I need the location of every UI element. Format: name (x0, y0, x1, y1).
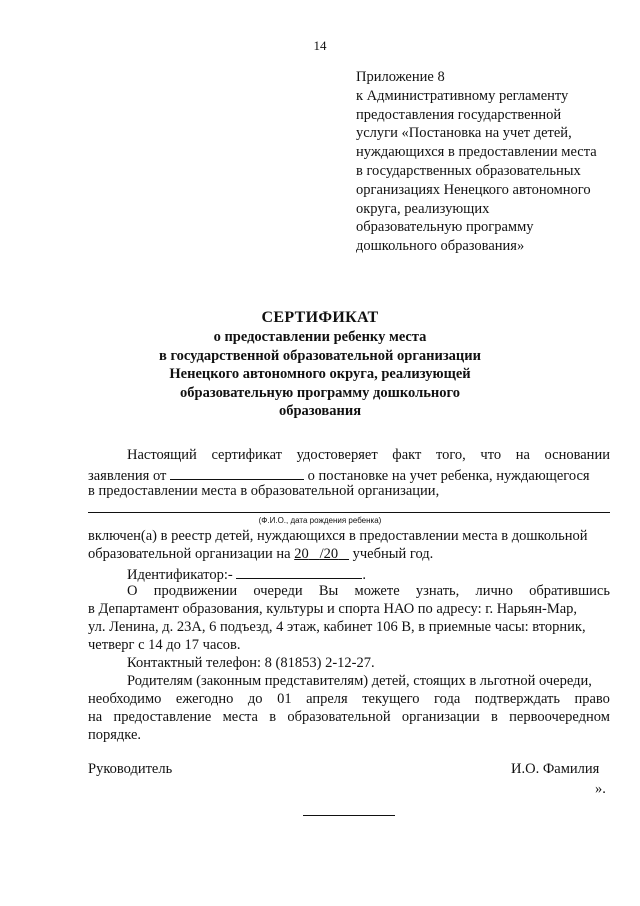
title-subline: образовательную программу дошкольного (180, 384, 460, 401)
word: текущего (362, 691, 420, 707)
identifier-line (127, 564, 366, 584)
word: очереди (253, 583, 303, 599)
word: на (88, 709, 103, 725)
appendix-line: в государственных образовательных (356, 162, 581, 179)
paragraph-1-line-1 (127, 447, 610, 464)
paragraph-4-line-2 (88, 691, 610, 708)
identifier-blank[interactable] (236, 564, 362, 579)
child-name-blank-line[interactable] (88, 512, 610, 513)
title-subline: о предоставлении ребенку места (213, 329, 427, 345)
paragraph-1-line-3: в предоставлении места в образовательной организации, (88, 483, 440, 499)
word: подтверждать (474, 691, 560, 707)
word: места (222, 709, 258, 725)
year-from (294, 546, 319, 562)
paragraph-3-line-2: в Департамент образования, культуры и спорта НАО по адресу: г. Нарьян-Мар, (88, 601, 578, 617)
word: факт (392, 447, 422, 463)
paragraph-2-line-2 (88, 546, 433, 563)
appendix-line: Приложение 8 (356, 69, 445, 85)
title-subline: образования (278, 403, 362, 420)
page-number: 14 (313, 38, 327, 53)
fio-caption: (Ф.И.О., дата рождения ребенка) (258, 516, 382, 525)
word: в (491, 709, 498, 725)
word: удостоверяет (296, 447, 378, 463)
appendix-line: округа, реализующих (356, 200, 490, 217)
paragraph-3-line-1 (127, 583, 610, 600)
paragraph-4-line-1: Родителям (законным представителям) детей, стоящих в льготной очереди, (127, 673, 592, 689)
word: можете (354, 583, 400, 599)
appendix-line: образовательную программу (356, 219, 534, 236)
title-subline: Ненецкого автономного округа, реализующей (169, 366, 471, 383)
signature-name: И.О. Фамилия (511, 761, 600, 777)
word: право (574, 691, 610, 707)
certificate-title (0, 308, 640, 421)
word: образовательной (287, 709, 391, 725)
word: основании (544, 447, 610, 463)
word: года (434, 691, 461, 707)
year-to-value: /20 (319, 546, 339, 562)
word: на (515, 447, 530, 463)
appendix-line: предоставления государственной (356, 106, 562, 123)
text: о постановке на учет ребенка, нуждающегося (307, 468, 590, 484)
word: что (480, 447, 502, 463)
text: заявления от (88, 468, 167, 484)
contact-phone: Контактный телефон: 8 (81853) 2-12-27. (127, 655, 375, 671)
appendix-line: нуждающихся в предоставлении места (356, 144, 597, 161)
appendix-line: услуги «Постановка на учет детей, (356, 125, 572, 142)
word: того, (435, 447, 466, 463)
year-from-value: 20 (294, 546, 309, 562)
title-subline: в государственной образовательной организации (158, 347, 482, 364)
word: О (127, 583, 138, 599)
paragraph-3-line-3: ул. Ленина, д. 23А, 6 подъезд, 4 этаж, кабинет 106 В, в приемные часы: вторник, (88, 619, 586, 635)
paragraph-3-line-4: четверг с 14 до 17 часов. (88, 637, 241, 653)
word: в (269, 709, 277, 725)
appendix-line: к Административному регламенту (356, 87, 569, 104)
word: продвижении (153, 583, 238, 599)
word: первоочередном (509, 709, 610, 725)
title-main: СЕРТИФИКАТ (261, 309, 379, 326)
word: лично (475, 583, 513, 599)
word: узнать, (415, 583, 460, 599)
word: Вы (318, 583, 339, 599)
appendix-line: организациях Ненецкого автономного (356, 181, 591, 198)
word: апреля (306, 691, 348, 707)
word: необходимо (88, 691, 162, 707)
word: 01 (277, 691, 292, 707)
appendix-note (356, 68, 597, 256)
paragraph-2-line-1: включен(а) в реестр детей, нуждающихся в предоставлении места в дошкольной (88, 528, 588, 544)
word: до (247, 691, 263, 707)
paragraph-4-line-3 (88, 709, 610, 726)
paragraph-4-line-4: порядке. (88, 727, 142, 743)
word: сертификат (211, 447, 283, 463)
period: . (362, 567, 366, 583)
identifier-label: Идентификатор:- (127, 567, 233, 583)
application-date-blank[interactable] (170, 465, 304, 480)
word: организации (401, 709, 480, 725)
year-to (320, 546, 349, 562)
end-separator-line (303, 815, 395, 816)
word: Настоящий (127, 447, 197, 463)
word: ежегодно (175, 691, 234, 707)
text: учебный год. (352, 546, 434, 562)
paragraph-1-line-2 (88, 465, 590, 485)
word: обратившись (529, 583, 610, 599)
signature-role: Руководитель (88, 761, 173, 777)
appendix-line: дошкольного образования» (356, 238, 525, 255)
word: предоставление (113, 709, 212, 725)
closing-quote: ». (595, 781, 606, 797)
text: образовательной организации на (88, 546, 291, 562)
